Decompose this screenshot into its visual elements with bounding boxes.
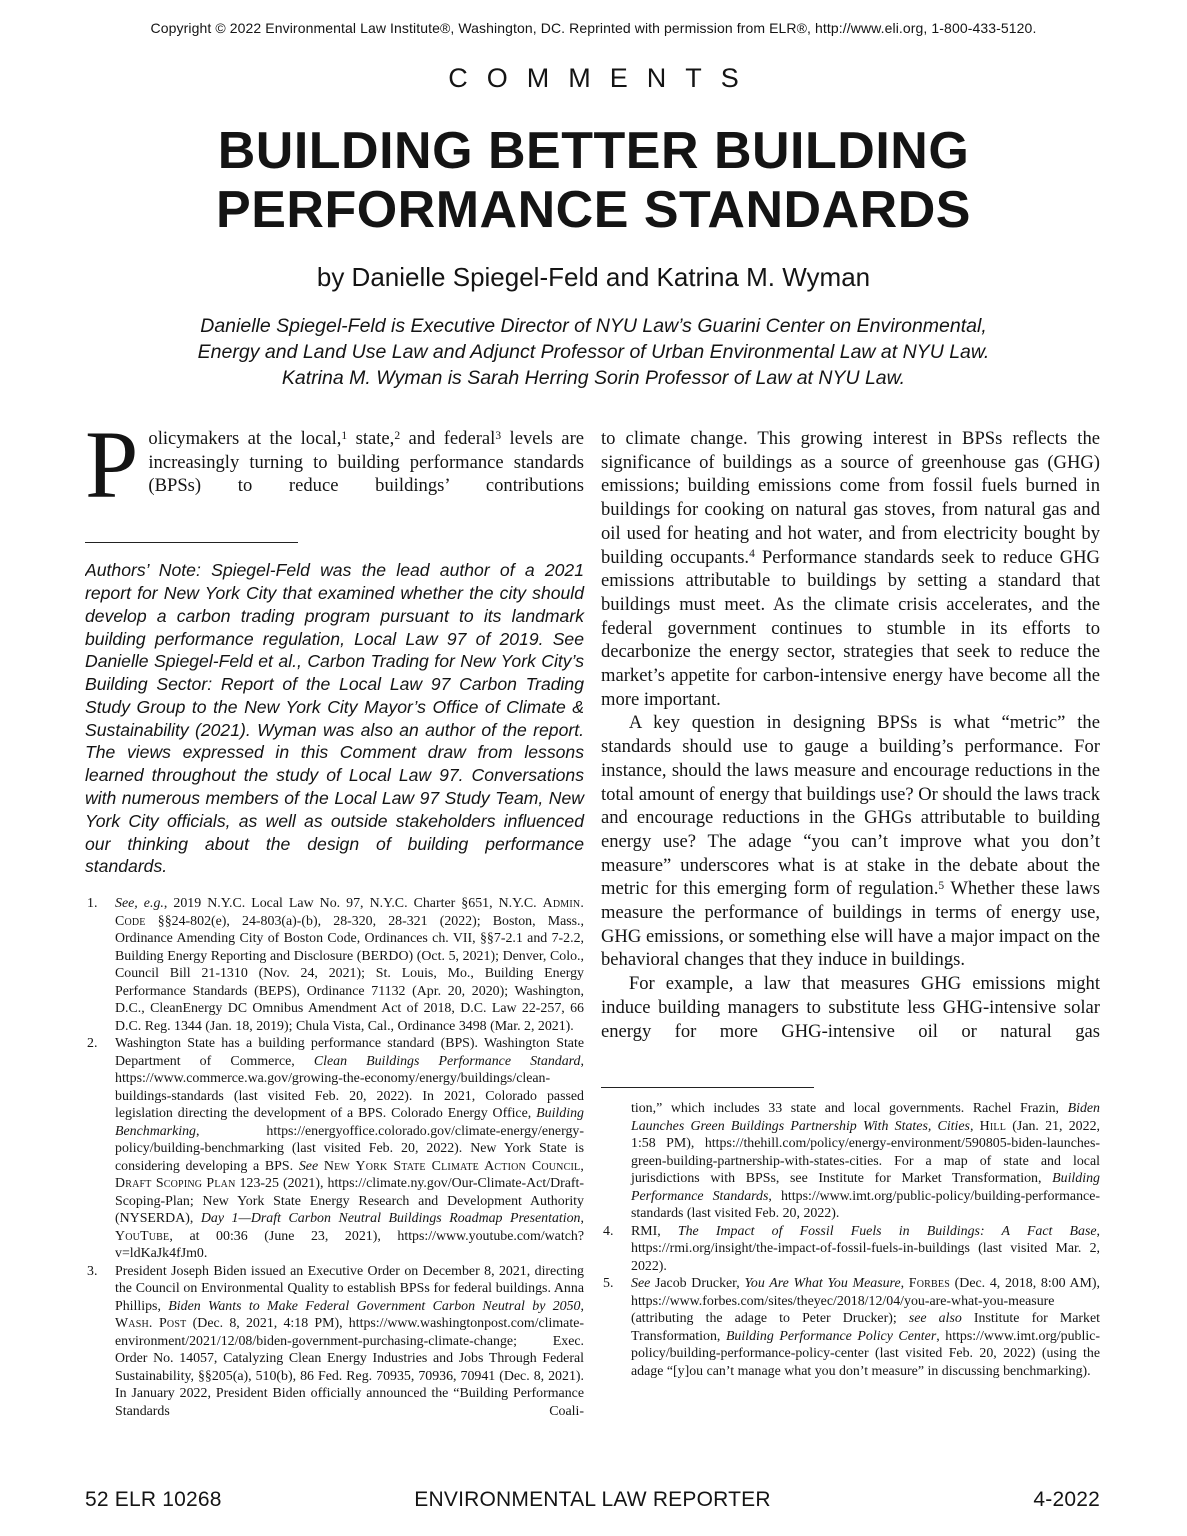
footnote-4-number: 4. <box>603 1223 614 1239</box>
footnote-2-text: Washington State has a building performance standard (BPS). Washington State Department of Commerce, Clean Buildings Performance Standard, https://www.commerce.wa.gov/growing-the-economy/energy/buildings/clean-buildings-standards (last visited Feb. 20, 2022). In 2021, Colorado passed legislation directing the development of a BPS. Colorado Energy Office, Building Benchmarking, https://energyoffice.colorado.gov/climate-energy/energy-policy/building-benchmarking (last visited Feb. 20, 2022). New York State is considering developing a BPS. See New York State Climate Action Council, Draft Scoping Plan 123-25 (2021), https://climate.ny.gov/Our-Climate-Act/Draft-Scoping-Plan; New York State Energy Research and Development Authority (NYSERDA), Day 1—Draft Carbon Neutral Buildings Roadmap Presentation, YouTube, at 00:36 (June 23, 2021), https://www.youtube.com/watch?v=ldKaJk4fJm0. <box>115 1036 584 1262</box>
footer-issue-date: 4-2022 <box>1033 1488 1101 1511</box>
footer-citation: 52 ELR 10268 <box>85 1488 222 1511</box>
footnote-2-number: 2. <box>87 1036 98 1052</box>
author-affiliation: Danielle Spiegel-Feld is Executive Director of NYU Law’s Guarini Center on Environmental, Energy and Land Use Law and Adjunct Professor of Urban Environmental Law at NYU Law. Katrina M. Wyman is Sarah Herring Sorin Professor of Law at NYU Law. <box>197 315 990 389</box>
footnote-3 <box>85 1263 584 1421</box>
footnote-4-text: RMI, The Impact of Fossil Fuels in Buildings: A Fact Base, https://rmi.org/insight/the-impact-of-fossil-fuels-in-buildings (last visited Mar. 2, 2022). <box>631 1223 1100 1274</box>
footnote-separator-left <box>85 542 298 543</box>
body-paragraph-2: A key question in designing BPSs is what “metric” the standards should use to gauge a building’s performance. For instance, should the laws measure and encourage reductions in the total amount of energy that buildings use? Or should the laws track and encourage reductions in the GHGs attributable to building energy use? The adage “you can’t improve what you don’t measure” underscores what is at stake in the debate about the metric for this emerging form of regulation.$^5$ Whether these laws measure the performance of buildings in terms of energy use, GHG emissions, or something else will have a major impact on the behavioral changes that they induce in buildings. <box>601 712 1100 971</box>
footnote-2 <box>85 1035 584 1263</box>
footnote-separator-right <box>601 1087 814 1088</box>
footnote-5-number: 5. <box>603 1276 614 1292</box>
right-column <box>601 427 1100 1455</box>
footnote-3-text: President Joseph Biden issued an Executive Order on December 8, 2021, directing the Council on Environmental Quality to establish BPSs for federal buildings. Anna Phillips, Biden Wants to Make Federal Government Carbon Neutral by 2050, Wash. Post (Dec. 8, 2021, 4:18 PM), https://www.washingtonpost.com/climate-environment/2021/12/08/biden-government-purchasing-climate-change; Exec. Order No. 14057, Catalyzing Clean Energy Industries and Jobs Through Federal Sustainability, §§205(a), 510(b), 86 Fed. Reg. 70935, 70936, 70941 (Dec. 8, 2021). In January 2022, President Biden officially announced the “Building Performance Standards Coali- <box>115 1263 584 1419</box>
byline: by Danielle Spiegel-Feld and Katrina M. Wyman <box>316 262 871 292</box>
footnote-5-text: See Jacob Drucker, You Are What You Measure, Forbes (Dec. 4, 2018, 8:00 AM), https://www.forbes.com/sites/theyec/2018/12/04/you-are-what-you-measure (attributing the adage to Peter Drucker); see also Institute for Market Transformation, Building Performance Policy Center, https://www.imt.org/public-policy/building-performance-policy-center (last visited Feb. 20, 2022) (using the adage “[y]ou can’t manage what you don’t measure” in discussing benchmarking). <box>631 1276 1100 1379</box>
footer-journal-name: ENVIRONMENTAL LAW REPORTER <box>414 1488 771 1511</box>
body-paragraph-1: to climate change. This growing interest in BPSs reflects the significance of buildings as a source of greenhouse gas (GHG) emissions; building emissions come from fossil fuels burned in buildings for cooking on natural gas stoves, from natural gas and oil used for heating and hot water, and from electricity bought by building occupants.$^4$ Performance standards seek to reduce GHG emissions attributable to buildings by setting a standard that buildings must meet. As the climate crisis accelerates, and the federal government continues to stumble in its efforts to decarbonize the energy sector, strategies that seek to reduce the market’s appetite for carbon-intensive energy have become all the more important. <box>601 428 1100 710</box>
article-title <box>40 122 1147 240</box>
footnotes-right <box>601 1100 1100 1380</box>
footnote-1 <box>85 895 584 1035</box>
copyright-line: Copyright © 2022 Environmental Law Institute®, Washington, DC. Reprinted with permission from ELR®, http://www.eli.org, 1-800-433-5120. <box>150 20 1037 36</box>
section-label: COMMENTS <box>448 63 758 93</box>
footnote-3-continuation <box>601 1100 1100 1223</box>
article-title-line1: BUILDING BETTER BUILDING <box>217 122 970 180</box>
drop-cap: P <box>85 427 139 518</box>
opening-paragraph-text: olicymakers at the local,$^1$ state,$^2$ and federal$^3$ levels are increasingly turning to building performance standards (BPSs) to reduce buildings’ contributions <box>148 428 585 497</box>
footnote-3-continuation-text: tion,” which includes 33 state and local governments. Rachel Frazin, Biden Launches Green Buildings Partnership With States, Cities, Hill (Jan. 21, 2022, 1:58 PM), https://thehill.com/policy/energy-environment/590805-biden-launches-green-building-partnership-with-states-cities. For a map of state and local jurisdictions with BPSs, see Institute for Market Transformation, Building Performance Standards, https://www.imt.org/public-policy/building-performance-standards (last visited Feb. 20, 2022). <box>631 1101 1100 1222</box>
authors-note: Authors’ Note: Spiegel-Feld was the lead author of a 2021 report for New York City that examined whether the city should develop a carbon trading program pursuant to its landmark building performance regulation, Local Law 97 of 2019. See Danielle Spiegel-Feld et al., Carbon Trading for New York City’s Building Sector: Report of the Local Law 97 Carbon Trading Study Group to the New York City Mayor’s Office of Climate & Sustainability (2021). Wyman was also an author of the report. The views expressed in this Comment draw from lessons learned throughout the study of Local Law 97. Conversations with numerous members of the Local Law 97 Study Team, New York City officials, as well as outside stakeholders influenced our thinking about the design of building performance standards. <box>85 560 584 877</box>
body-paragraph-3: For example, a law that measures GHG emissions might induce building managers to substitute less GHG-intensive solar energy for more GHG-intensive oil or natural gas <box>601 973 1100 1042</box>
article-title-line2: PERFORMANCE STANDARDS <box>216 181 971 239</box>
footnote-5 <box>601 1275 1100 1380</box>
footnote-4 <box>601 1223 1100 1276</box>
footnote-1-number: 1. <box>87 896 98 912</box>
page-footer <box>85 1488 1100 1512</box>
two-column-body <box>85 427 1100 1455</box>
footnote-1-text: See, e.g., 2019 N.Y.C. Local Law No. 97, N.Y.C. Charter §651, N.Y.C. Admin. Code §§24-802(e), 24-803(a)-(b), 28-320, 28-321 (2022); Boston, Mass., Ordinance Amending City of Boston Code, Ordinances ch. VII, §§7-2.1 and 7-2.2, Building Energy Reporting and Disclosure (BERDO) (Oct. 5, 2021); Denver, Colo., Council Bill 21-1310 (Nov. 24, 2021); St. Louis, Mo., Building Energy Performance Standards (BEPS), Ordinance 71132 (Apr. 20, 2020); Washington, D.C., CleanEnergy DC Omnibus Amendment Act of 2018, D.C. Law 22-257, 66 D.C. Reg. 1344 (Jan. 18, 2019); Chula Vista, Cal., Ordinance 3498 (Mar. 2, 2021). <box>115 896 585 1034</box>
footnote-3-number: 3. <box>87 1263 98 1279</box>
footnotes-left <box>85 895 584 1420</box>
left-column <box>85 427 584 1455</box>
opening-paragraph <box>85 427 585 518</box>
